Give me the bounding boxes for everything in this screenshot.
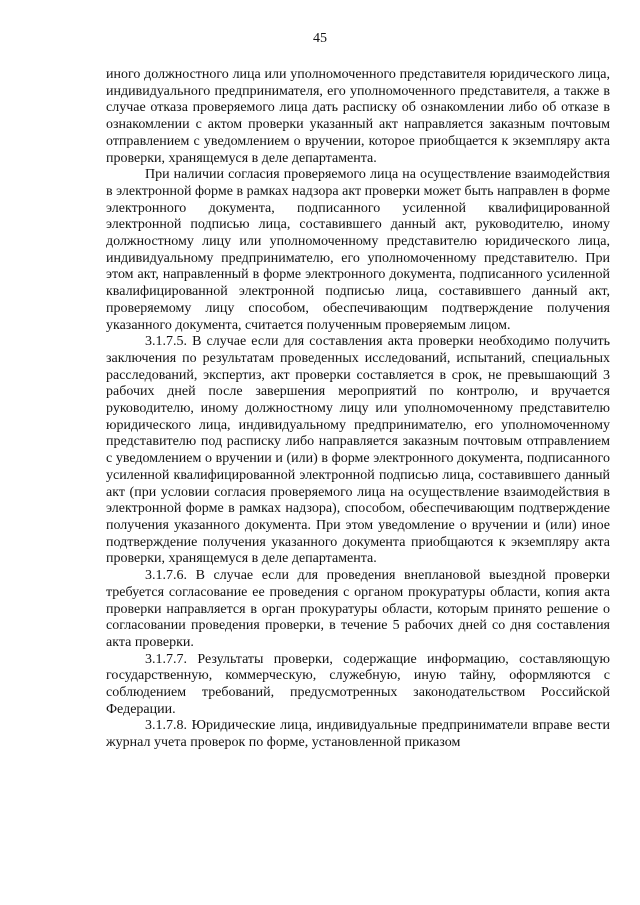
page-number: 45 bbox=[313, 31, 327, 46]
document-body bbox=[106, 67, 610, 752]
paragraph-3-1-7-6: 3.1.7.6. В случае если для проведения внеплановой выездной проверки требуется согласование ее проведения с органом прокуратуры области, копия акта проверки направляется в орган прокуратуры области, которым принято решение о согласовании проведения проверки, в течение 5 рабочих дней со дня составления акта проверки. bbox=[106, 568, 610, 650]
paragraph-3-1-7-8: 3.1.7.8. Юридические лица, индивидуальные предприниматели вправе вести журнал учета проверок по форме, установленной приказом bbox=[106, 718, 610, 751]
paragraph-3-1-7-7: 3.1.7.7. Результаты проверки, содержащие информацию, составляющую государственную, коммерческую, служебную, иную тайну, оформляются с соблюдением требований, предусмотренных законодательством Российской Федерации. bbox=[106, 651, 610, 717]
paragraph-continuation: иного должностного лица или уполномоченного представителя юридического лица, индивидуального предпринимателя, его уполномоченного представителя, а также в случае отказа проверяемого лица дать расписку об ознакомлении либо об отказе в ознакомлении с актом проверки указанный акт направляется заказным почтовым отправлением с уведомлением о вручении, которое приобщается к экземпляру акта проверки, хранящемуся в деле департамента. bbox=[106, 67, 610, 166]
paragraph-electronic-form: При наличии согласия проверяемого лица на осуществление взаимодействия в электронной форме в рамках надзора акт проверки может быть направлен в форме электронного документа, подписанного усиленной квалифицированной электронной подписью лица, составившего данный акт, руководителю, иному должностному лицу или уполномоченному представителю юридического лица, индивидуальному предпринимателю, его уполномоченному представителю. При этом акт, направленный в форме электронного документа, подписанного усиленной квалифицированной электронной подписью лица, составившего данный акт, проверяемому лицу способом, обеспечивающим подтверждение получения указанного документа, считается полученным проверяемым лицом. bbox=[106, 167, 610, 333]
paragraph-3-1-7-5: 3.1.7.5. В случае если для составления акта проверки необходимо получить заключения по результатам проведенных исследований, испытаний, специальных расследований, экспертиз, акт проверки составляется в срок, не превышающий 3 рабочих дней после завершения мероприятий по контролю, и вручается руководителю, иному должностному лицу или уполномоченному представителю юридического лица, индивидуальному предпринимателю, его уполномоченному представителю под расписку либо направляется заказным почтовым отправлением с уведомлением о вручении и (или) в форме электронного документа, подписанного усиленной квалифицированной электронной подписью лица, составившего данный акт (при условии согласия проверяемого лица на осуществление взаимодействия в электронной форме в рамках надзора), способом, обеспечивающим подтверждение получения указанного документа. При этом уведомление о вручении и (или) иное подтверждение получения указанного документа приобщаются к экземпляру акта проверки, хранящемуся в деле департамента. bbox=[106, 334, 610, 567]
